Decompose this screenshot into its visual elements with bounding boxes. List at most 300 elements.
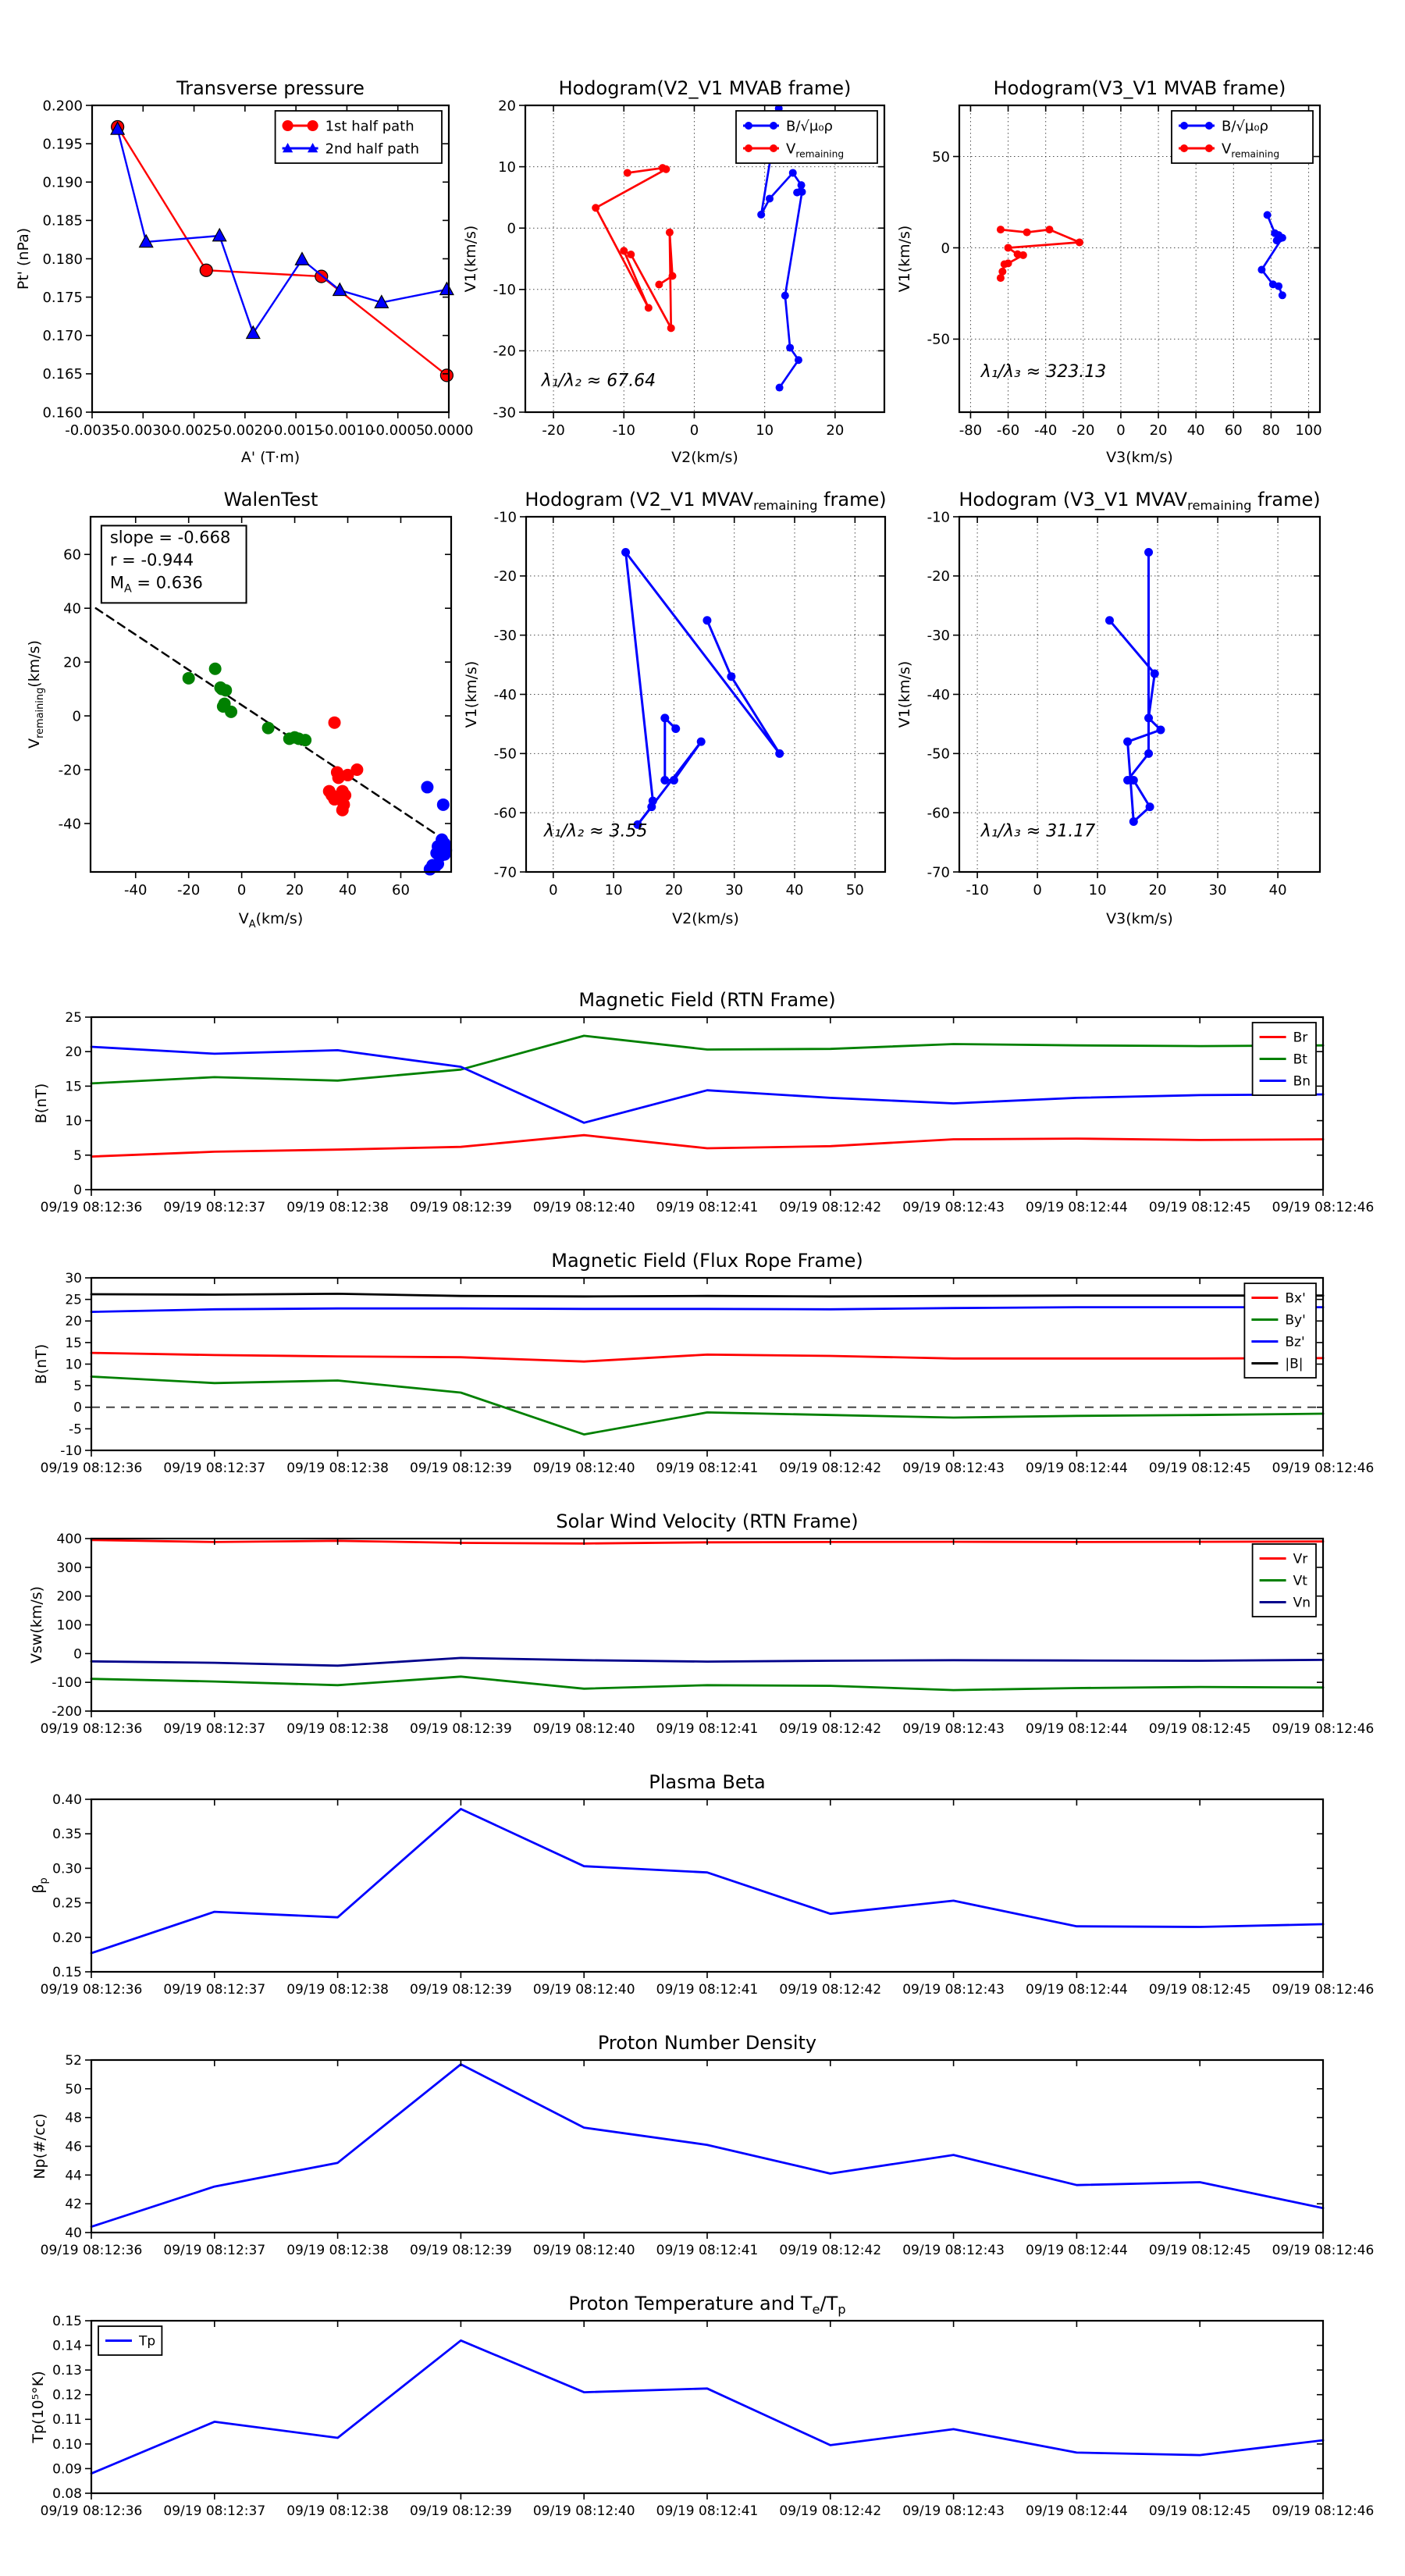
y-axis-label: V1(km/s) <box>896 660 913 728</box>
x-tick-label: -80 <box>959 422 983 439</box>
y-axis-label: Tp(10⁵°K) <box>30 2371 47 2443</box>
x-tick-label: 10 <box>756 422 774 439</box>
x-tick-label: 09/19 08:12:45 <box>1148 1982 1251 1998</box>
x-tick-label: 09/19 08:12:44 <box>1026 1200 1128 1215</box>
point-marker <box>1129 776 1138 785</box>
x-tick-label: 09/19 08:12:38 <box>286 1721 389 1737</box>
point-marker <box>1076 238 1083 246</box>
x-axis-label: V2(km/s) <box>672 910 739 927</box>
series-Bz' <box>91 1308 1323 1312</box>
y-tick-label: 20 <box>65 1044 82 1061</box>
walen-test-plot <box>26 489 452 930</box>
x-tick-label: 09/19 08:12:45 <box>1148 1461 1251 1476</box>
y-tick-label: 0.09 <box>52 2461 82 2478</box>
y-tick-label: 0.13 <box>52 2363 82 2379</box>
x-tick-label: 20 <box>826 422 845 439</box>
x-tick-label: -10 <box>612 422 635 439</box>
legend-label: 1st half path <box>325 118 414 135</box>
point-marker <box>219 684 232 696</box>
solar-wind-velocity-panel <box>28 1510 1374 1737</box>
x-tick-label: 09/19 08:12:40 <box>532 2243 635 2258</box>
y-tick-label: 0.20 <box>52 1930 82 1946</box>
series-Vt <box>91 1677 1323 1690</box>
point-marker <box>1279 291 1286 299</box>
y-tick-label: 0 <box>507 220 516 237</box>
point-marker <box>627 251 635 258</box>
legend-label: Vt <box>1293 1573 1307 1589</box>
y-axis-label: V1(km/s) <box>462 225 479 293</box>
y-tick-label: 0.180 <box>42 251 83 268</box>
point-marker <box>798 181 806 189</box>
y-tick-label: -20 <box>493 568 517 585</box>
series-Vremaining <box>596 168 672 328</box>
y-tick-label: -50 <box>927 745 950 763</box>
point-marker <box>299 734 311 746</box>
y-tick-label: 40 <box>65 2225 82 2241</box>
legend-label: Vr <box>1293 1551 1308 1567</box>
point-marker <box>308 120 318 131</box>
y-tick-label: -60 <box>927 805 950 822</box>
y-tick-label: -40 <box>58 816 81 833</box>
y-tick-label: 44 <box>65 2168 82 2184</box>
y-tick-label: 0.08 <box>52 2485 82 2502</box>
y-tick-label: 0 <box>73 1182 82 1198</box>
legend-label: 2nd half path <box>325 141 420 158</box>
x-tick-label: -0.0030 <box>116 422 171 439</box>
y-tick-label: 0.15 <box>52 1964 82 1980</box>
point-marker <box>781 292 789 300</box>
x-tick-label: 09/19 08:12:39 <box>410 2503 512 2519</box>
x-tick-label: 09/19 08:12:43 <box>902 1721 1005 1737</box>
point-marker <box>1180 144 1188 152</box>
x-tick-label: 0.0000 <box>424 422 474 439</box>
y-tick-label: 0.185 <box>42 212 83 229</box>
legend-label: $V_{remaining}$ <box>786 141 845 160</box>
x-tick-label: -0.0035 <box>65 422 119 439</box>
x-tick-label: 09/19 08:12:41 <box>656 1461 759 1476</box>
hodogram-v3v1-mvav-plot <box>896 489 1321 927</box>
x-axis-label: V3(km/s) <box>1106 449 1173 466</box>
x-tick-label: 60 <box>1224 422 1243 439</box>
x-tick-label: 09/19 08:12:45 <box>1148 1200 1251 1215</box>
x-tick-label: 09/19 08:12:36 <box>40 1982 143 1998</box>
x-tick-label: 09/19 08:12:42 <box>779 1982 882 1998</box>
point-marker <box>1129 817 1138 826</box>
point-marker <box>262 722 275 735</box>
y-tick-label: -10 <box>60 1443 82 1459</box>
x-tick-label: 20 <box>664 882 683 898</box>
x-tick-label: 09/19 08:12:44 <box>1026 1721 1128 1737</box>
x-tick-label: 09/19 08:12:40 <box>532 1982 635 1998</box>
x-tick-label: 40 <box>1186 422 1205 439</box>
x-tick-label: 0 <box>1033 882 1042 898</box>
y-tick-label: -30 <box>927 627 950 644</box>
y-tick-label: 0 <box>941 240 950 257</box>
x-tick-label: -20 <box>542 422 565 439</box>
point-marker <box>1279 234 1286 242</box>
point-marker <box>209 663 222 675</box>
y-tick-label: 400 <box>56 1531 82 1547</box>
y-tick-label: -200 <box>52 1703 82 1720</box>
x-tick-label: 09/19 08:12:40 <box>532 2503 635 2519</box>
legend-label: Bn <box>1293 1073 1311 1090</box>
series-|B| <box>91 1293 1323 1296</box>
x-tick-label: 40 <box>785 882 804 898</box>
x-tick-label: 50 <box>845 882 864 898</box>
x-tick-label: 09/19 08:12:38 <box>286 1200 389 1215</box>
triangle-marker <box>440 283 454 295</box>
magnetic-field-flux-rope-panel <box>33 1250 1374 1476</box>
y-tick-label: 52 <box>65 2052 82 2069</box>
y-tick-label: 10 <box>65 1113 82 1130</box>
x-tick-label: 09/19 08:12:36 <box>40 2503 143 2519</box>
point-marker <box>786 343 794 351</box>
point-marker <box>283 120 293 131</box>
point-marker <box>1123 738 1132 746</box>
y-tick-label: 50 <box>932 148 950 165</box>
y-tick-label: 0.12 <box>52 2387 82 2403</box>
x-tick-label: 09/19 08:12:37 <box>163 2243 266 2258</box>
series-Bn <box>91 1047 1323 1123</box>
series-Bx' <box>91 1353 1323 1361</box>
y-tick-label: 0.11 <box>52 2412 82 2428</box>
x-axis-label: A' (T·m) <box>240 449 301 466</box>
x-tick-label: 09/19 08:12:37 <box>163 1982 266 1998</box>
y-tick-label: -20 <box>927 568 950 585</box>
point-marker <box>1019 251 1027 259</box>
y-tick-label: -5 <box>69 1421 82 1438</box>
legend-label: Bx' <box>1285 1290 1306 1307</box>
legend-label: |B| <box>1285 1356 1304 1372</box>
y-tick-label: 0.10 <box>52 2436 82 2453</box>
chart-title: Proton Temperature and $T_e/T_p$ <box>568 2293 846 2317</box>
x-axis-label: V2(km/s) <box>671 449 738 466</box>
triangle-marker <box>333 283 347 296</box>
legend-label: Bz' <box>1285 1334 1305 1350</box>
x-tick-label: 09/19 08:12:44 <box>1026 2243 1128 2258</box>
y-axis-label: V1(km/s) <box>463 660 480 728</box>
x-tick-label: 09/19 08:12:38 <box>286 2243 389 2258</box>
point-marker <box>350 763 363 776</box>
x-tick-label: 09/19 08:12:45 <box>1148 2243 1251 2258</box>
x-tick-label: 09/19 08:12:44 <box>1026 2503 1128 2519</box>
x-tick-label: 30 <box>725 882 744 898</box>
y-tick-label: 10 <box>65 1357 82 1373</box>
y-tick-label: -30 <box>493 404 516 422</box>
x-tick-label: 09/19 08:12:43 <box>902 1461 1005 1476</box>
x-tick-label: 0 <box>689 422 699 439</box>
point-marker <box>437 799 450 811</box>
x-tick-label: -20 <box>1072 422 1095 439</box>
y-tick-label: 60 <box>63 546 81 564</box>
x-tick-label: -10 <box>966 882 989 898</box>
x-tick-label: 0 <box>237 882 247 898</box>
point-marker <box>766 194 774 202</box>
y-tick-label: 30 <box>65 1270 82 1286</box>
point-marker <box>1264 211 1272 219</box>
chart-title: Proton Number Density <box>597 2032 817 2054</box>
x-tick-label: 09/19 08:12:41 <box>656 1721 759 1737</box>
point-marker <box>670 776 678 785</box>
triangle-marker <box>295 252 308 265</box>
legend-label: Vn <box>1293 1595 1311 1611</box>
x-tick-label: 09/19 08:12:46 <box>1272 1721 1375 1737</box>
x-tick-label: 09/19 08:12:46 <box>1272 2503 1375 2519</box>
axes-frame <box>91 1278 1323 1450</box>
point-marker <box>645 304 653 311</box>
y-tick-label: 0 <box>73 1400 82 1416</box>
x-tick-label: 09/19 08:12:46 <box>1272 1200 1375 1215</box>
chart-title: Magnetic Field (RTN Frame) <box>578 989 836 1011</box>
y-tick-label: 5 <box>73 1147 82 1164</box>
x-axis-label: V3(km/s) <box>1106 910 1173 927</box>
x-tick-label: 09/19 08:12:36 <box>40 1200 143 1215</box>
x-tick-label: 09/19 08:12:39 <box>410 1721 512 1737</box>
point-marker <box>200 264 212 276</box>
x-tick-label: 09/19 08:12:41 <box>656 1200 759 1215</box>
x-tick-label: -0.0005 <box>370 422 425 439</box>
point-marker <box>667 324 675 332</box>
series-Np <box>91 2065 1323 2227</box>
point-marker <box>1144 713 1153 722</box>
chart-title: Hodogram(V2_V1 MVAB frame) <box>558 77 852 99</box>
x-tick-label: -0.0025 <box>166 422 222 439</box>
point-marker <box>997 274 1005 282</box>
point-marker <box>1001 261 1008 269</box>
x-tick-label: -40 <box>1033 422 1058 439</box>
point-marker <box>727 672 735 681</box>
x-tick-label: 09/19 08:12:45 <box>1148 2503 1251 2519</box>
y-tick-label: 0.160 <box>42 404 83 422</box>
point-marker <box>671 724 680 733</box>
point-marker <box>655 281 663 289</box>
x-tick-label: 09/19 08:12:45 <box>1148 1721 1251 1737</box>
x-tick-label: 100 <box>1295 422 1322 439</box>
y-tick-label: -10 <box>927 509 950 526</box>
point-marker <box>620 247 628 254</box>
point-marker <box>776 384 784 392</box>
chart-title: Magnetic Field (Flux Rope Frame) <box>551 1250 863 1272</box>
point-marker <box>1156 726 1165 735</box>
y-tick-label: -10 <box>493 509 517 526</box>
x-tick-label: -0.0020 <box>218 422 272 439</box>
x-tick-label: 09/19 08:12:40 <box>532 1200 635 1215</box>
y-tick-label: 0 <box>72 708 81 725</box>
x-tick-label: 09/19 08:12:39 <box>410 1982 512 1998</box>
x-tick-label: 09/19 08:12:36 <box>40 2243 143 2258</box>
point-marker <box>329 717 341 729</box>
point-marker <box>666 229 674 237</box>
x-tick-label: 09/19 08:12:37 <box>163 1461 266 1476</box>
point-marker <box>745 144 752 152</box>
lambda-ratio-annotation: λ₁/λ₂ ≈ 67.64 <box>541 371 656 391</box>
chart-title: Hodogram (V2_V1 $MVAV_{remaining}$ frame) <box>525 489 887 513</box>
y-tick-label: -70 <box>927 864 950 881</box>
y-tick-label: 0.195 <box>42 136 83 153</box>
x-tick-label: 10 <box>1088 882 1107 898</box>
y-tick-label: 0.175 <box>42 289 83 306</box>
chart-title: Hodogram(V3_V1 MVAB frame) <box>993 77 1286 99</box>
x-tick-label: 09/19 08:12:46 <box>1272 1461 1375 1476</box>
x-tick-label: 09/19 08:12:42 <box>779 2243 882 2258</box>
y-tick-label: 25 <box>65 1292 82 1308</box>
y-tick-label: 0.40 <box>52 1791 82 1808</box>
chart-title: Plasma Beta <box>649 1771 766 1793</box>
series-B-path <box>626 553 780 825</box>
x-tick-label: 09/19 08:12:40 <box>532 1461 635 1476</box>
series-Vn <box>91 1658 1323 1666</box>
y-tick-label: 0.200 <box>42 98 83 115</box>
x-tick-label: 09/19 08:12:43 <box>902 2243 1005 2258</box>
x-tick-label: 20 <box>286 882 304 898</box>
y-tick-label: 100 <box>56 1617 82 1634</box>
y-tick-label: 0.170 <box>42 328 83 345</box>
y-axis-label: Np(#/cc) <box>31 2113 48 2179</box>
point-marker <box>1144 749 1153 758</box>
y-tick-label: 42 <box>65 2197 82 2213</box>
x-tick-label: 09/19 08:12:37 <box>163 1200 266 1215</box>
point-marker <box>660 713 669 722</box>
y-tick-label: 40 <box>63 600 81 617</box>
point-marker <box>1205 144 1213 152</box>
point-marker <box>1046 226 1054 233</box>
y-tick-label: -40 <box>493 686 517 703</box>
series-Vremaining <box>1001 229 1080 278</box>
legend-label: Br <box>1293 1030 1308 1046</box>
legend-label: By' <box>1285 1312 1306 1329</box>
point-marker <box>1005 244 1012 251</box>
y-tick-label: 20 <box>498 98 516 115</box>
y-tick-label: -60 <box>493 805 517 822</box>
lambda-ratio-annotation: λ₁/λ₃ ≈ 31.17 <box>980 821 1096 841</box>
series-Br <box>91 1135 1323 1156</box>
point-marker <box>770 122 777 130</box>
x-tick-label: 09/19 08:12:39 <box>410 2243 512 2258</box>
x-tick-label: 09/19 08:12:41 <box>656 2243 759 2258</box>
hodogram-v2v1-mvav-plot <box>463 489 887 927</box>
y-tick-label: -20 <box>58 762 81 779</box>
y-tick-label: 0.30 <box>52 1861 82 1877</box>
hodogram-v3v1-mvab-plot <box>896 77 1322 466</box>
legend-label: Tp <box>139 2333 156 2350</box>
axes-frame <box>91 2321 1323 2493</box>
y-tick-label: 0.35 <box>52 1827 82 1843</box>
y-axis-label: Pt' (nPa) <box>15 227 32 290</box>
point-marker <box>662 165 670 173</box>
x-tick-label: 09/19 08:12:44 <box>1026 1461 1128 1476</box>
point-marker <box>697 738 706 746</box>
proton-number-density-panel <box>31 2032 1374 2258</box>
x-tick-label: 09/19 08:12:38 <box>286 1982 389 1998</box>
x-tick-label: 09/19 08:12:36 <box>40 1721 143 1737</box>
y-tick-label: 300 <box>56 1560 82 1576</box>
y-tick-label: 15 <box>65 1079 82 1095</box>
x-tick-label: 80 <box>1261 422 1280 439</box>
y-tick-label: -100 <box>52 1675 82 1692</box>
point-marker <box>1146 802 1154 811</box>
point-marker <box>1205 122 1213 130</box>
y-axis-label: Vsw(km/s) <box>28 1585 45 1664</box>
series-By' <box>91 1377 1323 1435</box>
y-tick-label: -10 <box>493 282 516 299</box>
x-tick-label: 09/19 08:12:39 <box>410 1200 512 1215</box>
x-tick-label: 09/19 08:12:42 <box>779 1200 882 1215</box>
point-marker <box>1105 616 1114 624</box>
point-marker <box>336 804 349 817</box>
y-tick-label: 0.15 <box>52 2313 82 2329</box>
point-marker <box>424 863 436 876</box>
point-marker <box>183 672 195 685</box>
axes-frame <box>91 1799 1323 1972</box>
x-tick-label: -60 <box>996 422 1020 439</box>
series-Bt <box>91 1036 1323 1083</box>
x-tick-label: 10 <box>604 882 623 898</box>
point-marker <box>775 749 784 758</box>
x-tick-label: 09/19 08:12:42 <box>779 2503 882 2519</box>
x-tick-label: 09/19 08:12:46 <box>1272 1982 1375 1998</box>
y-axis-label: B(nT) <box>33 1083 50 1124</box>
x-tick-label: 09/19 08:12:42 <box>779 1461 882 1476</box>
point-marker <box>1151 669 1159 678</box>
y-tick-label: -30 <box>493 627 517 644</box>
point-marker <box>1144 548 1153 557</box>
x-tick-label: 40 <box>339 882 357 898</box>
x-tick-label: 09/19 08:12:43 <box>902 2503 1005 2519</box>
y-tick-label: 15 <box>65 1335 82 1351</box>
point-marker <box>624 169 631 176</box>
point-marker <box>745 122 752 130</box>
x-tick-label: 0 <box>549 882 558 898</box>
x-tick-label: 09/19 08:12:40 <box>532 1721 635 1737</box>
point-marker <box>421 781 433 793</box>
x-tick-label: 09/19 08:12:46 <box>1272 2243 1375 2258</box>
y-tick-label: 5 <box>73 1379 82 1395</box>
x-tick-label: 09/19 08:12:43 <box>902 1982 1005 1998</box>
point-marker <box>225 706 237 718</box>
x-tick-label: -0.0010 <box>319 422 375 439</box>
point-marker <box>592 204 599 212</box>
point-marker <box>798 188 806 196</box>
y-tick-label: -70 <box>493 864 517 881</box>
chart-title: Transverse pressure <box>176 77 365 99</box>
y-axis-label: $\beta_p$ <box>30 1877 50 1894</box>
y-tick-label: 200 <box>56 1589 82 1605</box>
triangle-marker <box>213 229 226 241</box>
axes-frame <box>91 1017 1323 1190</box>
y-tick-label: 20 <box>65 1314 82 1330</box>
point-marker <box>1023 229 1031 237</box>
legend-label: $V_{remaining}$ <box>1222 141 1280 160</box>
point-marker <box>795 356 802 364</box>
legend-label: B/√μ₀ρ <box>786 118 833 135</box>
x-tick-label: 40 <box>1268 882 1287 898</box>
y-axis-label: B(nT) <box>33 1343 50 1385</box>
chart-title: WalenTest <box>223 489 318 511</box>
x-tick-label: 09/19 08:12:43 <box>902 1200 1005 1215</box>
x-tick-label: 20 <box>1148 882 1167 898</box>
point-marker <box>1275 283 1282 290</box>
transverse-pressure-plot <box>15 77 473 466</box>
point-marker <box>997 226 1005 233</box>
x-tick-label: 09/19 08:12:44 <box>1026 1982 1128 1998</box>
x-tick-label: 09/19 08:12:38 <box>286 2503 389 2519</box>
plasma-beta-panel <box>30 1771 1374 1998</box>
stats-line: slope = -0.668 <box>109 528 231 547</box>
point-marker <box>647 802 656 811</box>
x-tick-label: 09/19 08:12:39 <box>410 1461 512 1476</box>
y-tick-label: 20 <box>63 654 81 671</box>
magnetic-field-rtn-panel <box>33 989 1374 1215</box>
